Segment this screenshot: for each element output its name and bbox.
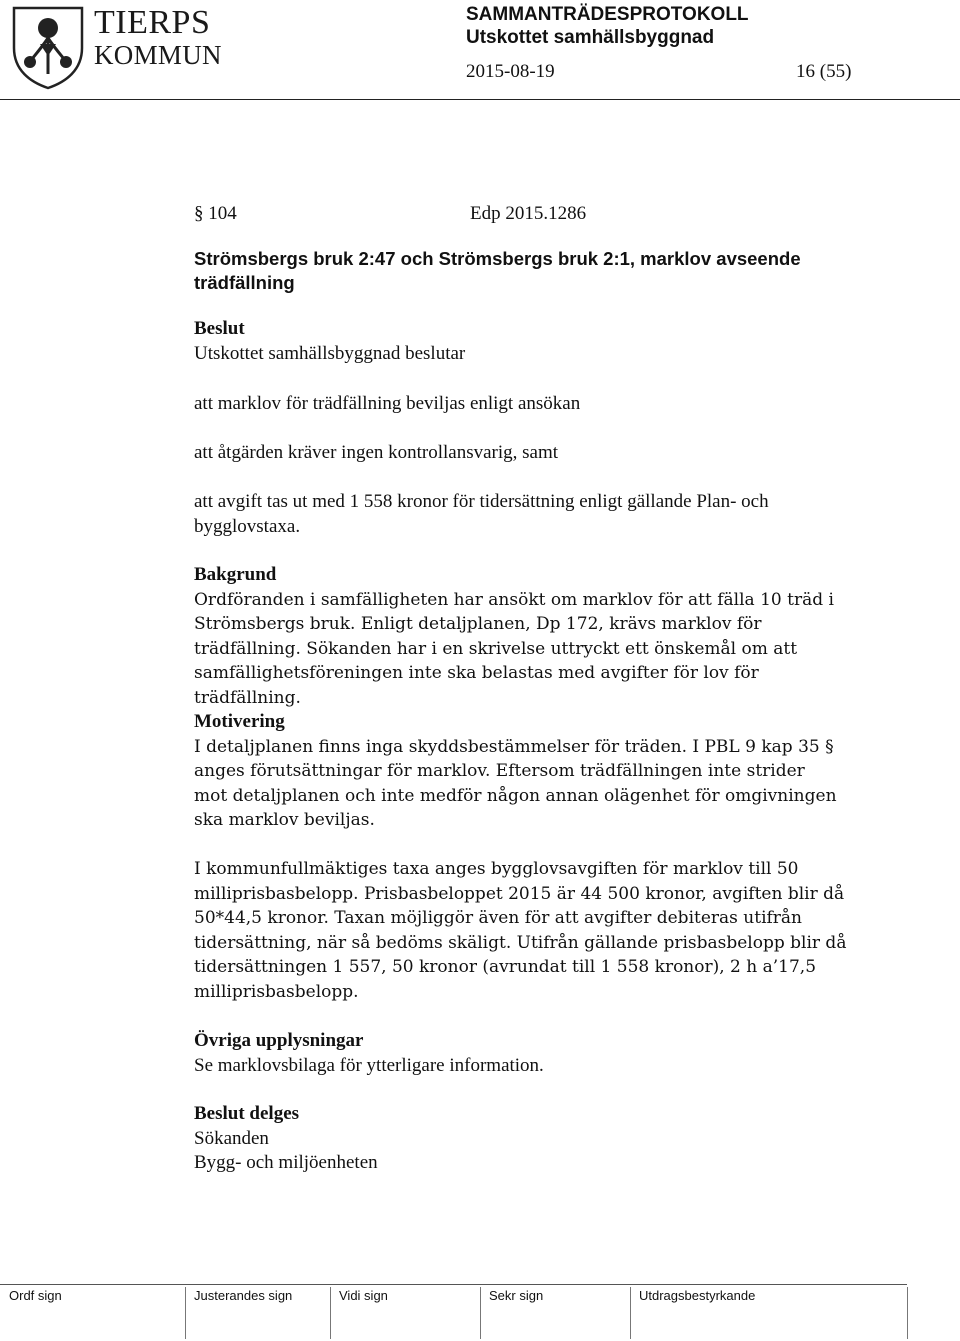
signature-label: Ordf sign	[9, 1288, 62, 1303]
motivering-heading: Motivering	[194, 711, 285, 732]
case-number: Edp 2015.1286	[470, 203, 587, 224]
beslut-heading: Beslut	[194, 318, 245, 339]
beslut-item: att åtgärden kräver ingen kontrollansvarig, samt	[194, 442, 559, 463]
delges-heading: Beslut delges	[194, 1103, 300, 1124]
coat-of-arms-icon	[10, 4, 86, 90]
signature-label: Justerandes sign	[194, 1288, 293, 1303]
header-divider	[0, 99, 960, 100]
bakgrund-heading: Bakgrund	[194, 564, 277, 585]
delges-recipient: Sökanden	[194, 1127, 269, 1149]
signature-label: Sekr sign	[489, 1288, 544, 1303]
logo-name: TIERPS	[94, 4, 211, 41]
signature-field-sekr	[480, 1287, 630, 1339]
bakgrund-block	[194, 563, 834, 710]
beslut-item: att avgift tas ut med 1 558 kronor för tidersättning enligt gällande Plan- och bygglovstaxa.	[194, 491, 769, 537]
delges-block	[194, 1102, 854, 1176]
logo-subtitle: KOMMUN	[94, 40, 222, 70]
beslut-block	[194, 317, 465, 366]
page-number: 16 (55)	[796, 61, 852, 82]
signature-label: Utdragsbestyrkande	[639, 1288, 756, 1303]
beslut-item: att marklov för trädfällning beviljas enligt ansökan	[194, 393, 581, 414]
ovriga-text: Se marklovsbilaga för ytterligare information.	[194, 1054, 544, 1076]
section-title: Strömsbergs bruk 2:47 och Strömsbergs bruk 2:1, marklov avseende trädfällning	[194, 248, 801, 293]
footer-cell-divider	[907, 1287, 908, 1339]
signature-label: Vidi sign	[339, 1288, 388, 1303]
bakgrund-text: Ordföranden i samfälligheten har ansökt om marklov för att fälla 10 träd i Strömsbergs bruk. Enligt detaljplanen, Dp 172, krävs marklov för trädfällning. Sökanden har i en skrivelse uttryckt ett önskemål om att samfällighetsföreningen inte ska belastas med avgifter för lov för trädfällning.	[194, 589, 834, 708]
municipality-logo	[10, 4, 220, 90]
avgift-block	[194, 857, 849, 1004]
signature-field-justerandes	[185, 1287, 330, 1339]
signature-field-utdrag	[630, 1287, 907, 1339]
committee-name: Utskottet samhällsbyggnad	[466, 27, 715, 48]
motivering-text: I detaljplanen finns inga skyddsbestämmelser för träden. I PBL 9 kap 35 § anges förutsättningar för marklov. Eftersom trädfällningen inte strider mot detaljplanen och inte medför någon annan olägenhet för omgivningen ska marklov beviljas.	[194, 736, 837, 830]
signature-field-ordf	[0, 1287, 185, 1339]
motivering-block	[194, 710, 839, 833]
signature-footer	[0, 1287, 960, 1339]
ovriga-block	[194, 1029, 854, 1078]
delges-recipient: Bygg- och miljöenheten	[194, 1152, 378, 1173]
document-title: SAMMANTRÄDESPROTOKOLL	[466, 4, 749, 25]
beslut-intro: Utskottet samhällsbyggnad beslutar	[194, 342, 466, 364]
meeting-date: 2015-08-19	[466, 61, 555, 82]
avgift-text: I kommunfullmäktiges taxa anges bygglovsavgiften för marklov till 50 milliprisbasbelopp. Prisbasbeloppet 2015 är 44 500 kronor, avgiften blir då 50*44,5 kronor. Taxan möjliggör även för att avgifter debiteras utifrån tidersättning, när så bedöms skäligt. Utifrån gällande prisbasbelopp blir då tidersättningen 1 557, 50 kronor (avrundat till 1 558 kronor), 2 h a’17,5 milliprisbasbelopp.	[194, 859, 847, 1002]
footer-divider	[0, 1284, 907, 1285]
signature-field-vidi	[330, 1287, 480, 1339]
ovriga-heading: Övriga upplysningar	[194, 1030, 364, 1051]
paragraph-number: § 104	[194, 203, 237, 224]
